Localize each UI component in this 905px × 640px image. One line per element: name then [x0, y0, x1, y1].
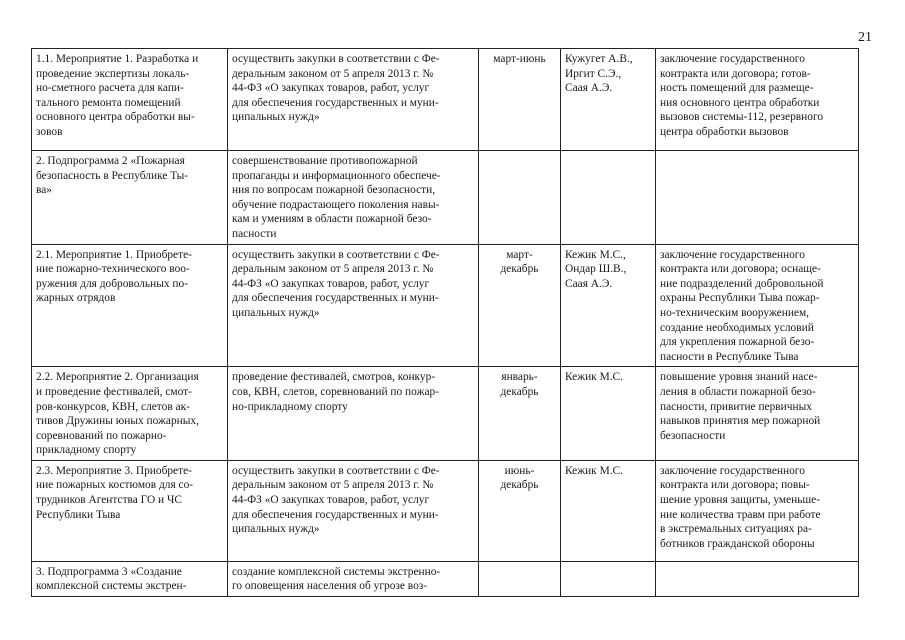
program-activities-table — [31, 48, 859, 597]
activity-responsible: Кежик М.С., Ондар Ш.В., Саая А.Э. — [565, 248, 627, 290]
activity-name-cell — [32, 561, 228, 596]
activity-name: 2.3. Мероприятие 3. Приобрете- ние пожарных костюмов для со- трудников Агентства ГО и ЧС Республики Тыва — [36, 464, 194, 521]
activity-term-cell — [479, 561, 561, 596]
activity-result-cell — [656, 561, 859, 596]
activity-name-cell — [32, 367, 228, 461]
activity-result-cell — [656, 49, 859, 151]
activity-goal: осуществить закупки в соответствии с Фе- деральным законом от 5 апреля 2013 г. № 44-ФЗ «О закупках товаров, работ, услуг для обеспечения государственных и муни- ципальных нужд» — [232, 248, 440, 319]
activity-goal: совершенствование противопожарной пропаганды и информационного обеспече- ния по вопросам пожарной безопасности, обучение подрастающего поколения навы- кам и умениям в области пожарной безо- пасности — [232, 155, 441, 240]
activity-goal-cell — [228, 561, 479, 596]
activity-term-cell — [479, 367, 561, 461]
activity-result-cell — [656, 244, 859, 367]
activity-name: 3. Подпрограмма 3 «Создание комплексной системы экстрен- — [36, 565, 187, 593]
activity-name-cell — [32, 151, 228, 245]
activity-term-cell — [479, 244, 561, 367]
activity-name-cell — [32, 49, 228, 151]
table-row — [32, 244, 859, 367]
activity-goal-cell — [228, 244, 479, 367]
activity-responsible: Кежик М.С. — [565, 464, 623, 477]
activity-name-cell — [32, 244, 228, 367]
activity-term-cell — [479, 151, 561, 245]
activity-result: заключение государственного контракта или договора; оснаще- ние подразделений добровольной охраны Республики Тыва пожар- но-техническим вооружением, создание необходимых условий для укрепления пожарной безо- пасности в Республике Тыва — [660, 248, 824, 363]
activity-name: 2. Подпрограмма 2 «Пожарная безопасность в Республике Ты- ва» — [36, 155, 189, 197]
activity-name: 2.2. Мероприятие 2. Организация и проведение фестивалей, смот- ров-конкурсов, КВН, слетов ак- тивов Дружины юных пожарных, соревнований по пожарно- прикладному спорту — [36, 371, 199, 457]
activity-name-cell — [32, 460, 228, 561]
table-row — [32, 561, 859, 596]
activity-goal-cell — [228, 367, 479, 461]
activity-goal: осуществить закупки в соответствии с Фе- деральным законом от 5 апреля 2013 г. № 44-ФЗ «О закупках товаров, работ, услуг для обеспечения государственных и муни- ципальных нужд» — [232, 53, 440, 124]
activity-goal-cell — [228, 460, 479, 561]
activity-responsible: Кежик М.С. — [565, 371, 623, 384]
activity-responsible-cell — [561, 151, 656, 245]
activity-result: заключение государственного контракта или договора; готов- ность помещений для размеще- ния основного центра обработки вызовов системы-112, резервного центра обработки вызовов — [660, 53, 824, 138]
activity-goal: осуществить закупки в соответствии с Фе- деральным законом от 5 апреля 2013 г. № 44-ФЗ «О закупках товаров, работ, услуг для обеспечения государственных и муни- ципальных нужд» — [232, 464, 440, 536]
activity-goal-cell — [228, 151, 479, 245]
activity-term-cell — [479, 49, 561, 151]
activity-result: заключение государственного контракта или договора; повы- шение уровня защиты, уменьше- ние количества травм при работе в экстремальных ситуациях ра- ботников гражданской обороны — [660, 464, 821, 550]
activity-responsible: Кужугет А.В., Иргит С.Э., Саая А.Э. — [565, 53, 633, 95]
activity-responsible-cell — [561, 367, 656, 461]
activity-responsible-cell — [561, 460, 656, 561]
activity-goal-cell — [228, 49, 479, 151]
activity-responsible-cell — [561, 244, 656, 367]
table-row — [32, 49, 859, 151]
activity-term-cell — [479, 460, 561, 561]
page-number: 21 — [858, 30, 872, 45]
activity-term: июнь- декабрь — [500, 464, 539, 492]
activity-result-cell — [656, 460, 859, 561]
activity-result-cell — [656, 367, 859, 461]
activity-responsible-cell — [561, 561, 656, 596]
activity-result-cell — [656, 151, 859, 245]
activity-name: 2.1. Мероприятие 1. Приобрете- ние пожарно-технического воо- ружения для добровольных по- жарных отрядов — [36, 248, 192, 305]
table-row — [32, 367, 859, 461]
activity-goal: создание комплексной системы экстренно- го оповещения населения об угрозе воз- — [232, 565, 441, 593]
activity-term: март- декабрь — [500, 248, 539, 276]
activity-term: март-июнь — [493, 53, 546, 65]
activity-result: повышение уровня знаний насе- ления в области пожарной безо- пасности, привитие первичных навыков принятия мер пожарной безопасности — [660, 371, 821, 442]
activity-responsible-cell — [561, 49, 656, 151]
activity-term: январь- декабрь — [500, 371, 539, 398]
activity-goal: проведение фестивалей, смотров, конкур- сов, КВН, слетов, соревнований по пожар- но-прикладному спорту — [232, 371, 439, 413]
table-row — [32, 460, 859, 561]
table-row — [32, 151, 859, 245]
activity-name: 1.1. Мероприятие 1. Разработка и проведение экспертизы локаль- но-сметного расчета для капи- тального ремонта помещений основного центра обработки вы- зовов — [36, 53, 199, 138]
